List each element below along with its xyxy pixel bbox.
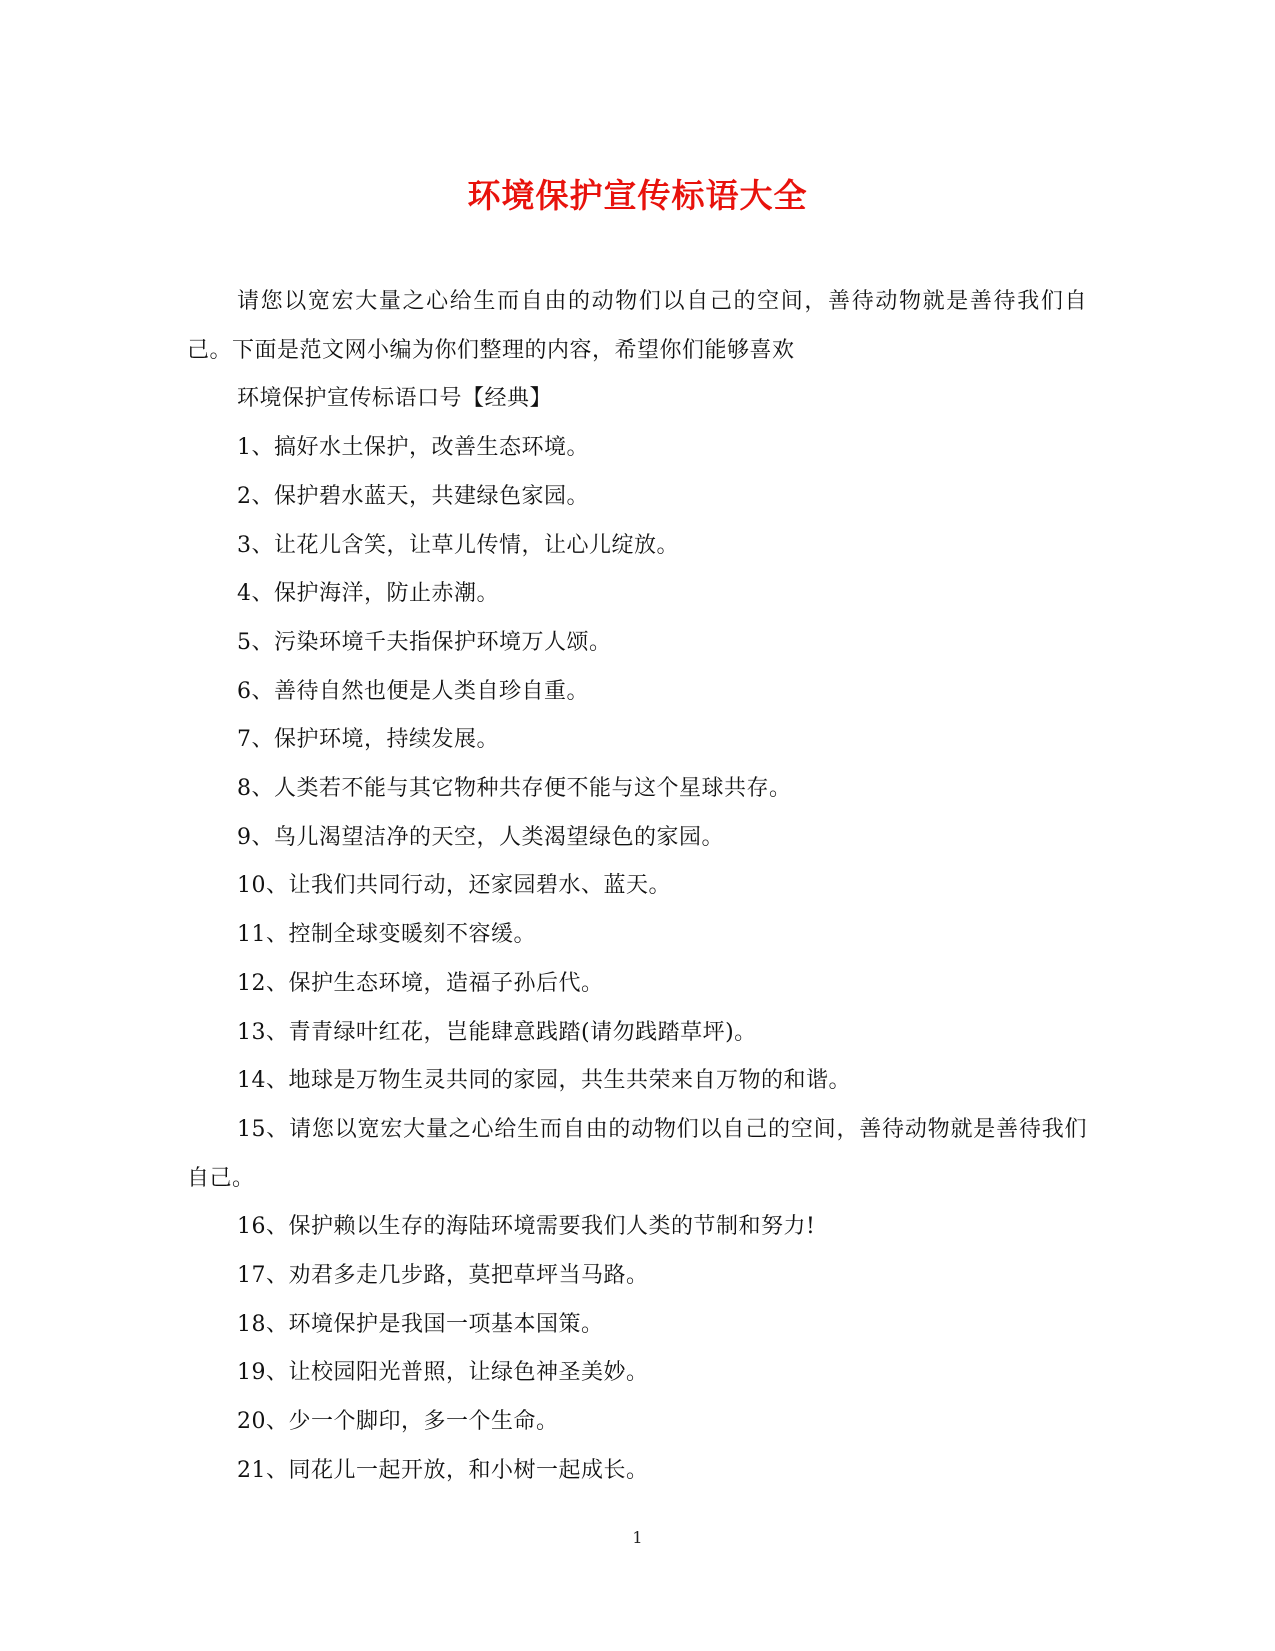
slogan-item: 10、让我们共同行动，还家园碧水、蓝天。 bbox=[237, 873, 671, 899]
slogan-item: 11、控制全球变暖刻不容缓。 bbox=[237, 922, 536, 948]
slogan-item: 9、鸟儿渴望洁净的天空，人类渴望绿色的家园。 bbox=[237, 824, 724, 850]
slogan-item: 2、保护碧水蓝天，共建绿色家园。 bbox=[237, 483, 589, 509]
page-number: 1 bbox=[632, 1528, 643, 1547]
section-heading: 环境保护宣传标语口号【经典】 bbox=[237, 386, 553, 412]
slogan-item: 19、让校园阳光普照，让绿色神圣美妙。 bbox=[237, 1360, 649, 1386]
slogan-item: 7、保护环境，持续发展。 bbox=[237, 727, 499, 753]
slogan-item: 21、同花儿一起开放，和小树一起成长。 bbox=[237, 1457, 649, 1483]
slogan-item: 8、人类若不能与其它物种共存便不能与这个星球共存。 bbox=[237, 776, 792, 802]
slogan-item: 14、地球是万物生灵共同的家园，共生共荣来自万物的和谐。 bbox=[237, 1068, 851, 1094]
slogan-item: 16、保护赖以生存的海陆环境需要我们人类的节制和努力! bbox=[237, 1214, 816, 1240]
slogan-item: 20、少一个脚印，多一个生命。 bbox=[237, 1409, 559, 1435]
document-body bbox=[187, 278, 1087, 1496]
intro-paragraph: 请您以宽宏大量之心给生而自由的动物们以自己的空间，善待动物就是善待我们自己。下面是范文网小编为你们整理的内容，希望你们能够喜欢 bbox=[187, 289, 1087, 363]
slogan-item: 18、环境保护是我国一项基本国策。 bbox=[237, 1311, 604, 1337]
slogan-item: 4、保护海洋，防止赤潮。 bbox=[237, 581, 499, 607]
slogan-item: 12、保护生态环境，造福子孙后代。 bbox=[237, 970, 604, 996]
slogan-item: 5、污染环境千夫指保护环境万人颂。 bbox=[237, 629, 612, 655]
slogan-item: 6、善待自然也便是人类自珍自重。 bbox=[237, 678, 589, 704]
slogan-item: 17、劝君多走几步路，莫把草坪当马路。 bbox=[237, 1263, 649, 1289]
slogan-item: 13、青青绿叶红花，岂能肆意践踏(请勿践踏草坪)。 bbox=[237, 1019, 757, 1045]
document-title: 环境保护宣传标语大全 bbox=[467, 176, 808, 215]
slogan-item: 1、搞好水土保护，改善生态环境。 bbox=[237, 435, 589, 461]
slogan-item: 3、让花儿含笑，让草儿传情，让心儿绽放。 bbox=[237, 532, 679, 558]
slogan-item: 15、请您以宽宏大量之心给生而自由的动物们以自己的空间，善待动物就是善待我们自己。 bbox=[187, 1116, 1087, 1191]
slogan-list bbox=[187, 424, 1087, 1495]
